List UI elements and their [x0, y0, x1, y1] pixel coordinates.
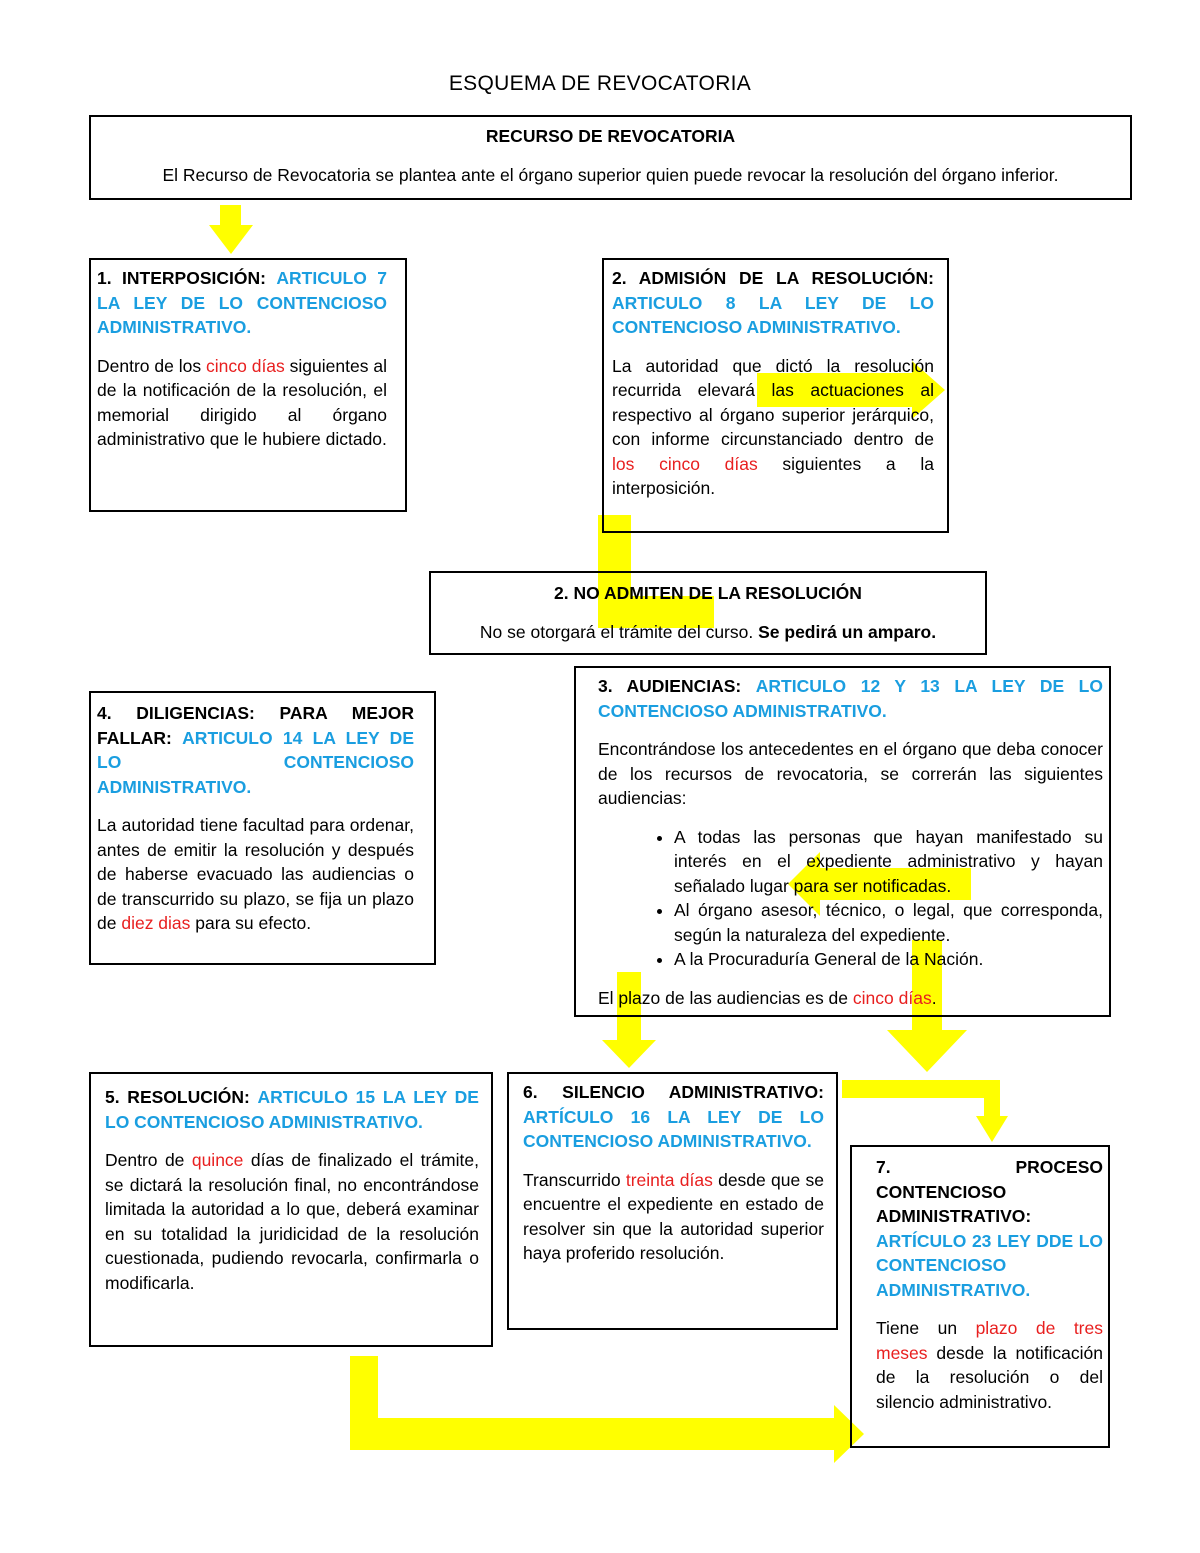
proceso-heading: 7. PROCESO CONTENCIOSO ADMINISTRATIVO:	[876, 1157, 1103, 1226]
silencio-text-a: Transcurrido	[523, 1169, 621, 1190]
no-admiten-text-plain: No se otorgará el trámite del curso.	[479, 621, 754, 642]
diligencias-article: ARTICULO 14 LA LEY DE LO CONTENCIOSO ADMINISTRATIVO.	[97, 727, 414, 797]
no-admiten-text-bold: Se pedirá un amparo.	[758, 621, 937, 642]
audiencias-closing-a: El plazo de las audiencias es de	[598, 987, 849, 1008]
interposicion-text-b: siguientes al de la notificación de la resolución, el memorial dirigido al órgano administrativo que le hubiere dictado.	[97, 355, 387, 449]
diligencias-text-b: para su efecto.	[195, 913, 312, 933]
audiencias-intro: Encontrándose los antecedentes en el órgano que deba conocer de los recursos de revocatoria, se correrán las siguientes audiencias:	[598, 739, 1103, 808]
diligencias-text	[97, 813, 414, 936]
interposicion-text	[97, 354, 387, 452]
diligencias-text-a: La autoridad tiene facultad para ordenar, antes de emitir la resolución y después de haberse evacuado las audiencias o de transcurrido su plazo, se fija un plazo de	[97, 815, 414, 933]
interposicion-header	[97, 266, 387, 340]
proceso-text-a: Tiene un	[876, 1318, 958, 1338]
recurso-box	[89, 115, 1132, 200]
admision-article: ARTICULO 8 LA LEY DE LO CONTENCIOSO ADMINISTRATIVO.	[612, 292, 934, 337]
admision-text-a: La autoridad que dictó la resolución recurrida elevará las actuaciones al respectivo al órgano superior jerárquico, con informe circunstanciado dentro de	[612, 355, 934, 449]
interposicion-text-red: cinco días	[205, 355, 285, 376]
resolucion-text-b: días de finalizado el trámite, se dictará la resolución final, no encontrándose limitada la autoridad a lo que, deberá examinar en su totalidad la juridicidad de la resolución cuestionada, pudiendo revocarla, confirmarla o modificarla.	[105, 1150, 479, 1293]
interposicion-box	[89, 258, 407, 512]
resolucion-text	[105, 1148, 479, 1295]
audiencias-closing-red: cinco días	[852, 987, 932, 1008]
silencio-heading: 6. SILENCIO ADMINISTRATIVO:	[523, 1082, 824, 1102]
audiencias-bullet: • A todas las personas que hayan manifestado su interés en el expediente administrativo y hayan señalado lugar para ser notificadas.	[674, 825, 1103, 899]
audiencias-header	[598, 674, 1103, 723]
interposicion-text-a: Dentro de los	[97, 355, 202, 376]
audiencias-bullets	[598, 825, 1103, 972]
proceso-text-b: desde la notificación de la resolución o del silencio administrativo.	[876, 1342, 1103, 1412]
admision-text-red: los cinco días	[612, 453, 758, 474]
silencio-article: ARTÍCULO 16 LA LEY DE LO CONTENCIOSO ADMINISTRATIVO.	[523, 1106, 824, 1151]
proceso-header	[876, 1155, 1103, 1302]
interposicion-heading: 1. INTERPOSICIÓN:	[97, 268, 266, 288]
arrow-silencio-to-proceso	[842, 1080, 1008, 1142]
no-admiten-text	[431, 620, 985, 645]
audiencias-article: ARTICULO 12 Y 13 LA LEY DE LO CONTENCIOSO ADMINISTRATIVO.	[598, 676, 1103, 721]
audiencias-bullet: • Al órgano asesor, técnico, o legal, que corresponda, según la naturaleza del expediente.	[674, 898, 1103, 947]
diligencias-text-red: diez dias	[121, 913, 191, 933]
admision-box	[602, 258, 949, 533]
audiencias-heading: 3. AUDIENCIAS:	[598, 676, 742, 696]
resolucion-header	[105, 1085, 479, 1134]
silencio-header	[523, 1080, 824, 1154]
admision-header	[612, 266, 934, 340]
silencio-text	[523, 1168, 824, 1266]
audiencias-bullet: • A la Procuraduría General de la Nación.	[674, 947, 1103, 972]
audiencias-closing-b: .	[931, 987, 937, 1008]
resolucion-text-a: Dentro de	[105, 1150, 185, 1170]
admision-heading: 2. ADMISIÓN DE LA RESOLUCIÓN:	[612, 268, 934, 288]
arrow-recurso-to-interposicion	[209, 205, 253, 254]
resolucion-box	[89, 1072, 493, 1347]
diligencias-heading: 4. DILIGENCIAS: PARA MEJOR FALLAR:	[97, 703, 414, 748]
audiencias-closing	[598, 986, 1103, 1011]
silencio-text-red: treinta días	[625, 1169, 713, 1190]
proceso-text	[876, 1316, 1103, 1414]
proceso-box	[850, 1145, 1110, 1448]
audiencias-box	[574, 666, 1111, 1017]
resolucion-heading: 5. RESOLUCIÓN:	[105, 1087, 250, 1107]
page-title: ESQUEMA DE REVOCATORIA	[448, 72, 752, 95]
interposicion-article: ARTICULO 7 LA LEY DE LO CONTENCIOSO ADMINISTRATIVO.	[97, 268, 387, 337]
no-admiten-box	[429, 571, 987, 655]
recurso-text: El Recurso de Revocatoria se plantea ante el órgano superior quien puede revocar la resolución del órgano inferior.	[162, 164, 1059, 185]
no-admiten-heading: 2. NO ADMITEN DE LA RESOLUCIÓN	[554, 583, 862, 603]
recurso-heading: RECURSO DE REVOCATORIA	[485, 126, 736, 146]
proceso-text-red: plazo de tres meses	[876, 1318, 1103, 1363]
proceso-article: ARTÍCULO 23 LEY DDE LO CONTENCIOSO ADMINISTRATIVO.	[876, 1230, 1103, 1300]
admision-text	[612, 354, 934, 501]
admision-text-b: siguientes a la interposición.	[612, 453, 934, 498]
arrow-resolucion-to-proceso	[350, 1356, 864, 1463]
silencio-text-b: desde que se encuentre el expediente en estado de resolver sin que la autoridad superior haya proferido resolución.	[523, 1169, 824, 1263]
diligencias-header	[97, 701, 414, 799]
resolucion-article: ARTICULO 15 LA LEY DE LO CONTENCIOSO ADMINISTRATIVO.	[105, 1087, 479, 1132]
silencio-box	[507, 1072, 838, 1330]
diligencias-box	[89, 691, 436, 965]
resolucion-text-red: quince	[191, 1150, 244, 1170]
